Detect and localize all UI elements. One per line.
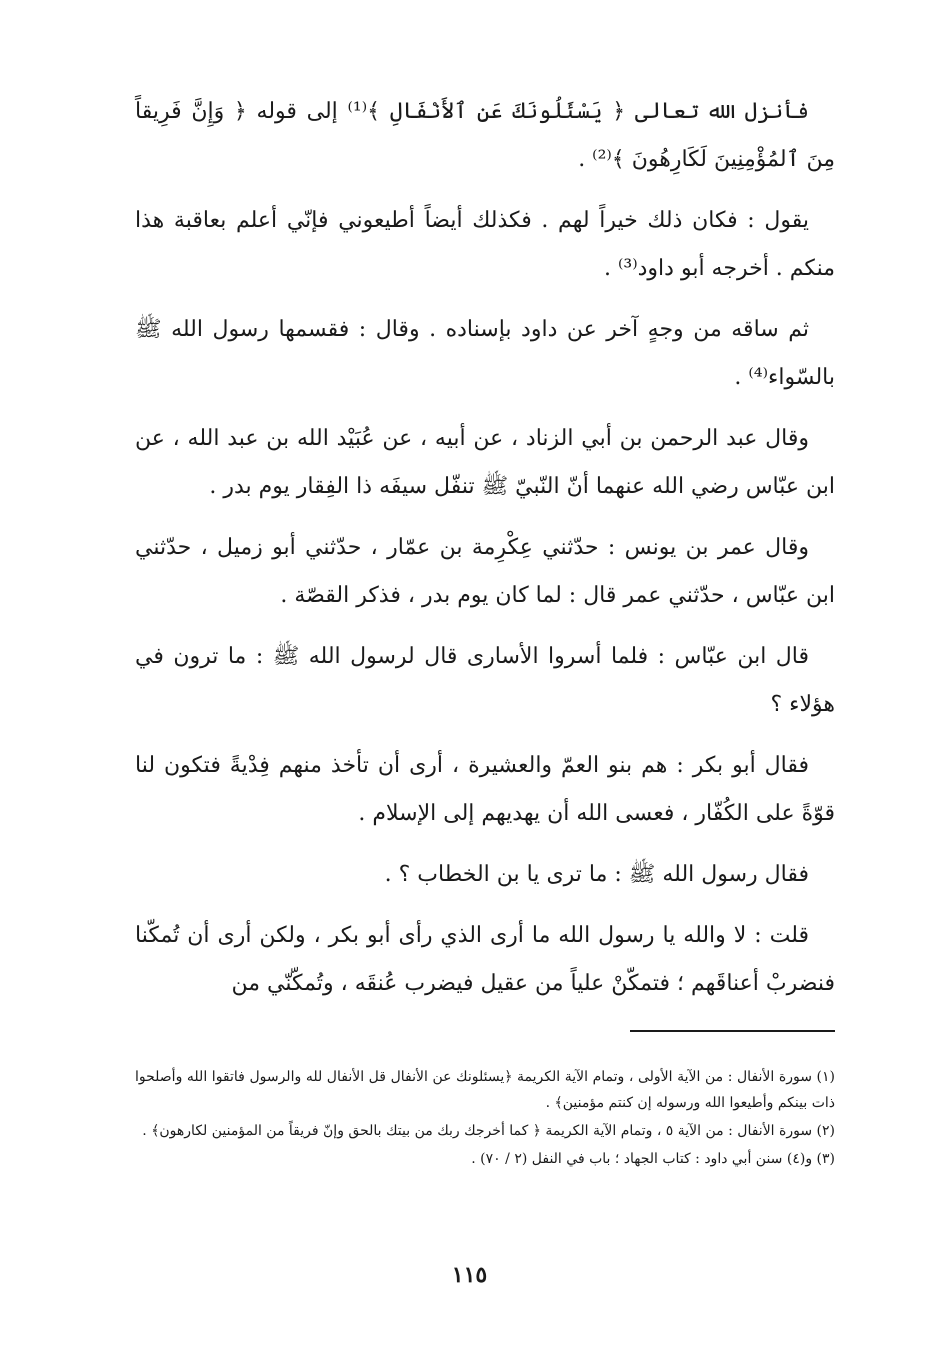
main-text: [135, 88, 835, 1021]
paragraph: ثم ساقه من وجهٍ آخر عن داود بإسناده . وقال : فقسمها رسول الله ﷺ بالسّواء⁽⁴⁾ .: [135, 317, 835, 390]
paragraph: فقال رسول الله ﷺ : ما ترى يا بن الخطاب ؟ .: [384, 862, 809, 887]
footnotes: [135, 1064, 835, 1174]
footnote: (٢) سورة الأنفال : من الآية ٥ ، وتمام الآية الكريمة ﴿ كما أخرجك ربك من بيتك بالحق وإنّ فريقاً من المؤمنين لكارهون﴾ .: [142, 1123, 835, 1139]
footnote: (١) سورة الأنفال : من الآية الأولى ، وتمام الآية الكريمة ﴿يسئلونك عن الأنفال قل الأنفال لله والرسول فاتقوا الله وأصلحوا ذات بينكم وأطيعوا الله ورسوله إن كنتم مؤمنين﴾ .: [135, 1069, 836, 1111]
page-number: ١١٥: [451, 1262, 488, 1288]
paragraph: فقال أبو بكر : هم بنو العمّ والعشيرة ، أرى أن تأخذ منهم فِدْيةً فتكون لنا قوّةً على الكُفّار ، فعسى الله أن يهديهم إلى الإسلام .: [135, 753, 835, 826]
paragraph: قال ابن عبّاس : فلما أسروا الأسارى قال لرسول الله ﷺ : ما ترون في هؤلاء ؟: [135, 644, 835, 717]
paragraph: وقال عبد الرحمن بن أبي الزناد ، عن أبيه ، عن عُبَيْد الله بن عبد الله ، عن ابن عبّاس رضي الله عنهما أنّ النّبيّ ﷺ تنفّل سيفَه ذا الفِقار يوم بدر .: [135, 426, 835, 499]
footnote-divider: [630, 1030, 835, 1032]
paragraph: فأنزل الله تعالى ﴿ يَسْئَلُونَكَ عَنِ ٱلأَنْفَالِ ﴾⁽¹⁾ إلى قوله ﴿ وَإِنَّ فَرِيقاً مِنَ ٱلمُؤْمِنِينَ لَكَارِهُونَ ﴾⁽²⁾ .: [135, 99, 835, 172]
paragraph: وقال عمر بن يونس : حدّثني عِكْرِمة بن عمّار ، حدّثني أبو زميل ، حدّثني ابن عبّاس ، حدّثني عمر قال : لما كان يوم بدر ، فذكر القصّة .: [135, 535, 835, 608]
paragraph: يقول : فكان ذلك خيراً لهم . فكذلك أيضاً أطيعوني فإنّي أعلم بعاقبة هذا منكم . أخرجه أبو داود⁽³⁾ .: [135, 208, 835, 281]
paragraph: قلت : لا والله يا رسول الله ما أرى الذي رأى أبو بكر ، ولكن أرى أن تُمكّنا فنضربْ أعناقَهم ؛ فتمكّنْ علياً من عقيل فيضرب عُنقَه ، وتُمكّنّي من: [135, 923, 835, 996]
footnote: (٣) و(٤) سنن أبي داود : كتاب الجهاد ؛ باب في النفل (٢ / ٧٠) .: [471, 1151, 835, 1167]
